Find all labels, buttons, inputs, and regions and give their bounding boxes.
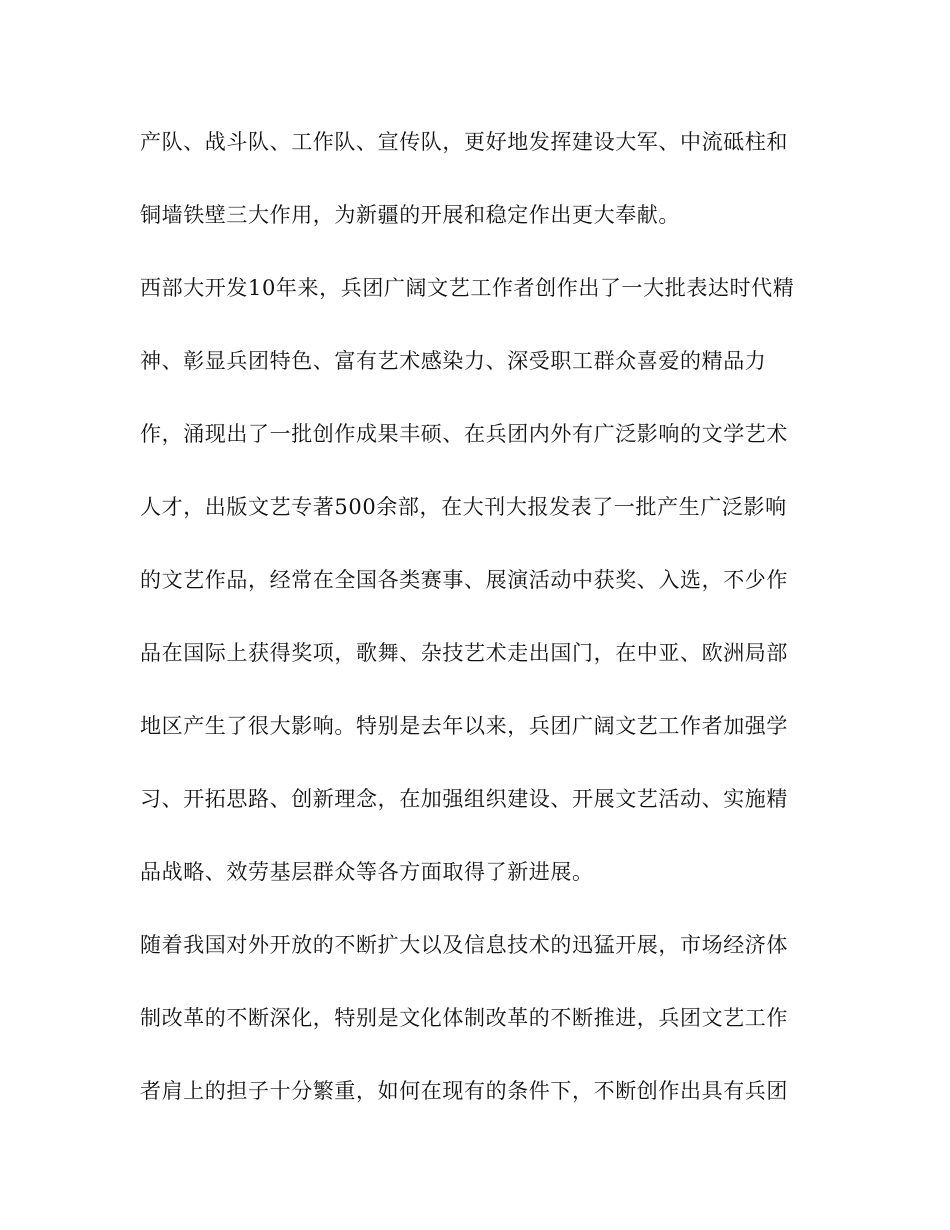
text-line: 习、开拓思路、创新理念，在加强组织建设、开展文艺活动、实施精	[140, 787, 788, 811]
text-line: 的文艺作品，经常在全国各类赛事、展演活动中获奖、入选，不少作	[140, 568, 788, 592]
text-line: 铜墙铁壁三大作用，为新疆的开展和稳定作出更大奉献。	[140, 203, 680, 227]
text-line: 制改革的不断深化，特别是文化体制改革的不断推进，兵团文艺工作	[140, 1006, 788, 1030]
text-line: 地区产生了很大影响。特别是去年以来，兵团广阔文艺工作者加强学	[140, 714, 788, 738]
text-line: 人才，出版文艺专著500余部，在大刊大报发表了一批产生广泛影响	[140, 495, 787, 519]
text-line: 品在国际上获得奖项，歌舞、杂技艺术走出国门，在中亚、欧洲局部	[140, 641, 788, 665]
text-line: 产队、战斗队、工作队、宣传队，更好地发挥建设大军、中流砥柱和	[140, 130, 788, 154]
text-line: 者肩上的担子十分繁重，如何在现有的条件下，不断创作出具有兵团	[140, 1079, 788, 1103]
text-line: 作，涌现出了一批创作成果丰硕、在兵团内外有广泛影响的文学艺术	[140, 422, 788, 446]
text-line: 随着我国对外开放的不断扩大以及信息技术的迅猛开展，市场经济体	[140, 933, 788, 957]
text-line: 神、彰显兵团特色、富有艺术感染力、深受职工群众喜爱的精品力	[140, 349, 767, 373]
text-line: 西部大开发10年来，兵团广阔文艺工作者创作出了一大批表达时代精	[140, 276, 795, 300]
text-line: 品战略、效劳基层群众等各方面取得了新进展。	[140, 860, 594, 884]
